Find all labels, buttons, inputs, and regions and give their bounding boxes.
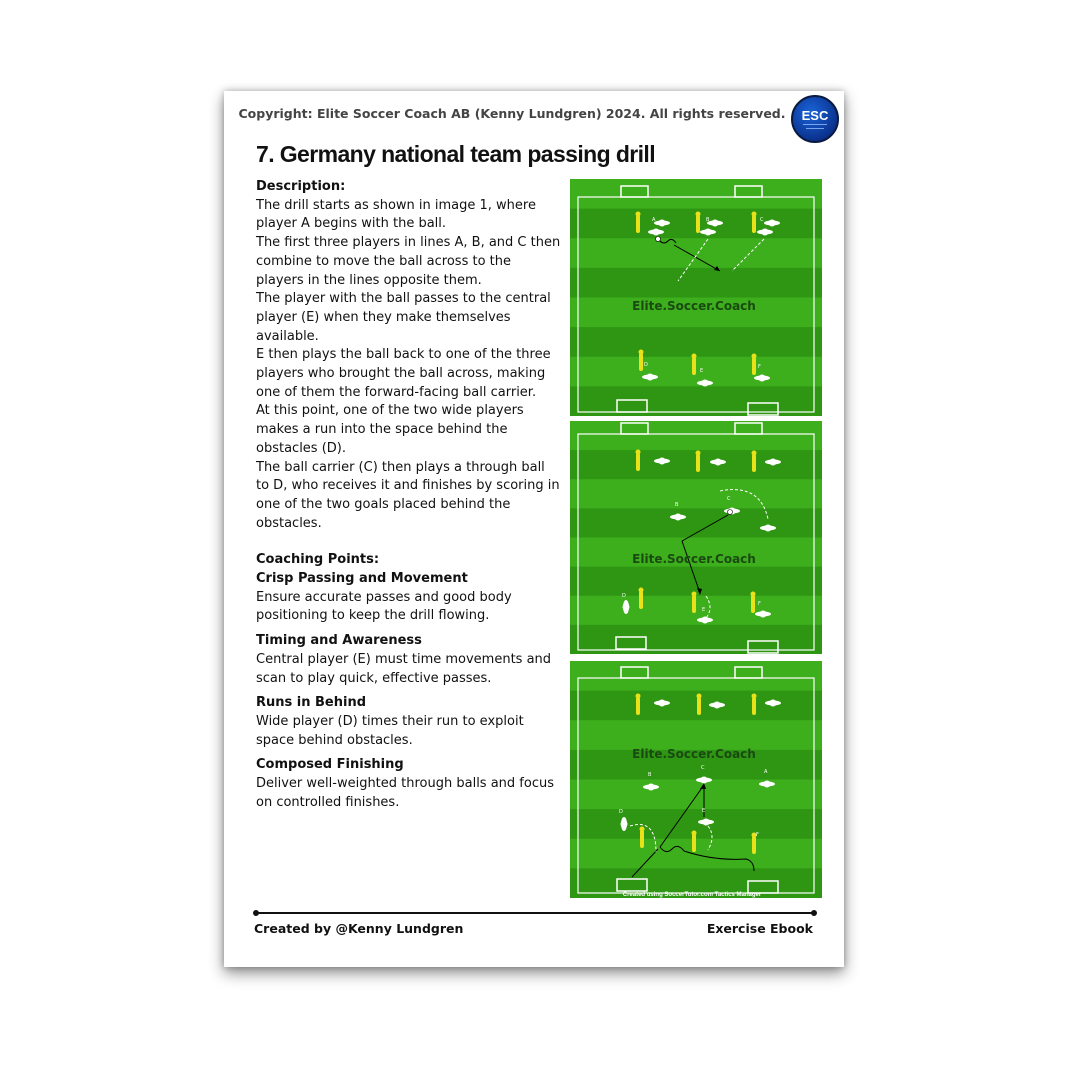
mannequin-icon (692, 354, 697, 376)
mannequin-icon (752, 354, 757, 376)
pitch-stripe (570, 268, 822, 298)
esc-logo-icon (791, 95, 839, 143)
label-b: B (648, 772, 652, 778)
label-c: C (701, 765, 705, 771)
label-d: D (619, 809, 623, 815)
coaching-point-text: Deliver well-weighted through balls and focus on controlled finishes. (256, 776, 554, 810)
label-a: A (652, 217, 656, 223)
ball-icon (728, 510, 733, 515)
page-title: 7. Germany national team passing drill (256, 141, 655, 167)
pitch-stripe (570, 238, 822, 268)
pitch-stripe (570, 661, 822, 691)
mannequin-icon (636, 212, 641, 234)
label-a: A (764, 769, 768, 775)
drill-diagram-3 (570, 661, 822, 898)
coaching-point-title: Runs in Behind (256, 695, 367, 711)
label-f: F (756, 832, 759, 838)
coaching-point-text: Central player (E) must time movements and scan to play quick, effective passes. (256, 651, 552, 686)
label-e: E (702, 607, 706, 613)
mannequin-icon (639, 588, 644, 610)
mannequin-icon (636, 694, 641, 716)
mannequin-icon (752, 212, 757, 234)
description-line: The ball carrier (C) then plays a through ball to D, who receives it and finishes by scoring in one of the two goals placed behind the obstacles. (256, 459, 560, 531)
ball-icon (656, 237, 661, 242)
drill-diagram-1 (570, 179, 822, 416)
mannequin-icon (692, 831, 697, 853)
pitch-stripe (570, 780, 822, 810)
description-line: The player with the ball passes to the central player (E) when they make themselves available. (256, 291, 551, 344)
label-d: D (622, 593, 626, 599)
footer-author: Created by @Kenny Lundgren (254, 921, 464, 936)
ebook-page (224, 91, 844, 967)
coaching-heading: Coaching Points: (256, 552, 380, 568)
label-c: C (727, 496, 731, 502)
pitch-stripe (570, 479, 822, 509)
label-b: B (675, 502, 679, 508)
logo-text: ESC (801, 108, 829, 123)
label-d: D (644, 362, 648, 368)
pitch-stripe (570, 179, 822, 209)
mannequin-icon (692, 592, 697, 614)
label-e: E (702, 808, 706, 814)
label-c: C (760, 217, 764, 223)
label-f: F (758, 601, 761, 607)
label-e: E (700, 368, 704, 374)
label-f: F (758, 364, 761, 370)
drill-diagram-2 (570, 421, 822, 654)
coaching-point-title: Timing and Awareness (256, 633, 422, 649)
coaching-point-text: Ensure accurate passes and good body positioning to keep the drill flowing. (256, 589, 512, 624)
mannequin-icon (752, 451, 757, 473)
mannequin-icon (751, 592, 756, 614)
footer-book-title: Exercise Ebook (706, 921, 813, 936)
pitch-stripe (570, 720, 822, 750)
description-heading: Description: (256, 179, 346, 194)
text-column (256, 178, 561, 813)
mannequin-icon (696, 451, 701, 473)
watermark-text: Elite.Soccer.Coach (632, 747, 756, 761)
label-b: B (706, 217, 710, 223)
mannequin-icon (697, 694, 702, 716)
pitch-stripe (570, 809, 822, 839)
pitch-stripe (570, 327, 822, 357)
credit-text: Created using SoccerTutor.com Tactics Manager (622, 892, 762, 898)
description-line: The first three players in lines A, B, and C then combine to move the ball across to the players in the lines opposite them. (256, 235, 561, 288)
mannequin-icon (752, 694, 757, 716)
pitch-stripe (570, 421, 822, 451)
watermark-text: Elite.Soccer.Coach (632, 299, 756, 313)
mannequin-icon (639, 350, 644, 372)
pitch-stripe (570, 691, 822, 721)
mannequin-icon (636, 450, 641, 472)
description-line: E then plays the ball back to one of the three players who brought the ball across, making one of them the forward-facing ball carrier. (256, 347, 551, 400)
watermark-text: Elite.Soccer.Coach (632, 552, 756, 566)
coaching-point-text: Wide player (D) times their run to exploit space behind obstacles. (256, 713, 524, 748)
coaching-point-title: Crisp Passing and Movement (256, 571, 468, 587)
mannequin-icon (640, 827, 645, 849)
footer-divider (255, 912, 815, 914)
copyright-text: Copyright: Elite Soccer Coach AB (Kenny Lundgren) 2024. All rights reserved. (238, 106, 786, 121)
description-line: At this point, one of the two wide players makes a run into the space behind the obstacles (D). (256, 403, 524, 456)
mannequin-icon (696, 212, 701, 234)
coaching-point-title: Composed Finishing (256, 757, 404, 773)
description-line: The drill starts as shown in image 1, where player A begins with the ball. (256, 197, 536, 232)
